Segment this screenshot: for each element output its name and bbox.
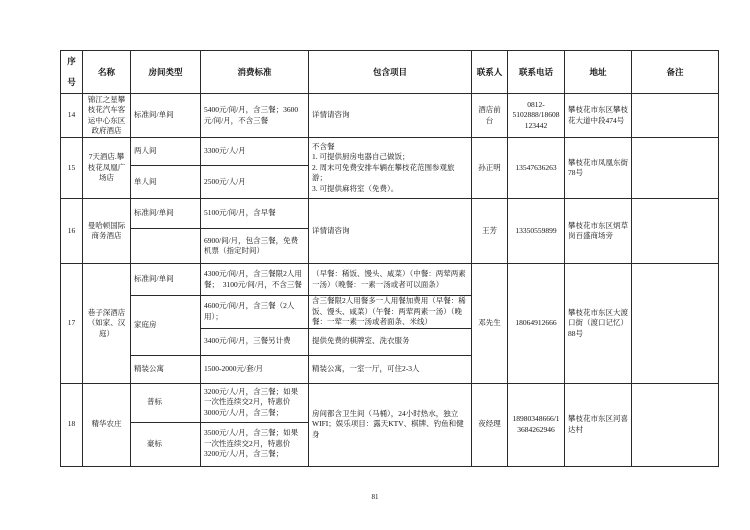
- price: 3400元/间/月，三餐另计费: [201, 328, 309, 355]
- header-price: 消费标准: [201, 51, 309, 94]
- header-address: 地址: [565, 51, 632, 94]
- price: 4600元/间/月，含三餐（2人用）；: [201, 296, 309, 329]
- notes-cell: [632, 138, 719, 199]
- price: 6900/间/月，包含三餐，免费机票（指定时间）: [201, 229, 309, 264]
- included-items: 提供免费的棋牌室、洗衣服务: [309, 328, 472, 355]
- included-items: 详情请咨询: [309, 94, 472, 138]
- hotel-name: 精华农庄: [83, 383, 131, 466]
- price: 5400元/间/月，含三餐；3600元/间/月，不含三餐: [201, 94, 309, 138]
- room-type-empty: [131, 229, 201, 264]
- address: 攀枝花市东区攀枝花大道中段474号: [565, 94, 632, 138]
- contact-phone: 13350559899: [508, 199, 565, 264]
- address: 攀枝花市东区大渡口街（渡口记忆）88号: [565, 264, 632, 384]
- room-type: 精装公寓: [131, 355, 201, 383]
- header-name: 名称: [83, 51, 131, 94]
- price: 1500-2000元/套/月: [201, 355, 309, 383]
- header-room-type: 房间类型: [131, 51, 201, 94]
- table-row: [61, 199, 719, 229]
- notes-cell: [632, 383, 719, 466]
- table-row: [61, 138, 719, 166]
- price: 3500元/人/月，含三餐；如果一次性连续交2月，特惠价3200元/人/月，含三餐；: [201, 422, 309, 466]
- price: 3200元/人/月，含三餐；如果一次性连续交2月，特惠价3000元/人/月，含三餐；: [201, 383, 309, 422]
- header-index: [61, 51, 83, 94]
- contact-person: 酒店前台: [472, 94, 508, 138]
- row-index: 16: [61, 199, 83, 264]
- header-includes: 包含项目: [309, 51, 472, 94]
- hotel-name: 曼哈顿国际商务酒店: [83, 199, 131, 264]
- contact-person: 孙正明: [472, 138, 508, 199]
- row-index: 14: [61, 94, 83, 138]
- table-row: [61, 94, 719, 138]
- row-index: 17: [61, 264, 83, 384]
- hotel-name: 锦江之星攀枝花汽车客运中心东区政府酒店: [83, 94, 131, 138]
- included-items: （早餐：稀饭、馒头、咸菜）（中餐：两荤两素一汤）（晚餐：一素一汤或者可以面条）: [309, 264, 472, 296]
- price: 5100元/间/月，含早餐: [201, 199, 309, 229]
- row-index: 18: [61, 383, 83, 466]
- row-index: 15: [61, 138, 83, 199]
- included-items: 精装公寓，一室一厅，可住2-3人: [309, 355, 472, 383]
- included-item: 2. 周末可免费安排车辆在攀枝花范围参观旅游；: [312, 162, 455, 183]
- header-index-label: 序号: [67, 56, 76, 87]
- table-row: [61, 383, 719, 422]
- table-row: [61, 264, 719, 296]
- room-type: 标准间/单间: [131, 264, 201, 296]
- accommodation-table: [60, 50, 719, 467]
- header-notes: 备注: [632, 51, 719, 94]
- table-header-row: [61, 51, 719, 94]
- address: 攀枝花市东区河喜达村: [565, 383, 632, 466]
- page-number: 81: [371, 493, 379, 501]
- contact-person: 夜经理: [472, 383, 508, 466]
- contact-person: 邓先生: [472, 264, 508, 384]
- room-type: 单人间: [131, 166, 201, 199]
- notes-cell: [632, 94, 719, 138]
- address: 攀枝花市东区炳草岗百盛商场旁: [565, 199, 632, 264]
- contact-phone: 13547636263: [508, 138, 565, 199]
- room-type: 家庭房: [131, 296, 201, 356]
- notes-cell: [632, 199, 719, 264]
- price: 4300元/间/月，含三餐限2人用餐； 3100元/间/月，不含三餐: [201, 264, 309, 296]
- contact-phone: 18980348666/13684262946: [508, 383, 565, 466]
- included-items: 房间都含卫生间（马桶），24小时热水，独立WIFI；娱乐项目：露天KTV、棋牌、钓鱼和健身: [309, 383, 472, 466]
- room-type: 标准间/单间: [131, 199, 201, 229]
- room-type: 豪标: [131, 422, 201, 466]
- room-type: 两人间: [131, 138, 201, 166]
- included-item: 1. 可提供厨房电器自己做饭；: [312, 152, 410, 162]
- contact-phone: 18064912666: [508, 264, 565, 384]
- price: 2500元/人/月: [201, 166, 309, 199]
- hotel-name: 7天酒店.攀枝花凤凰广场店: [83, 138, 131, 199]
- hotel-name: 巷子深酒店（如家、汉庭）: [83, 264, 131, 384]
- header-contact: 联系人: [472, 51, 508, 94]
- price: 3300元/人/月: [201, 138, 309, 166]
- included-item: 3. 可提供麻将室（免费）。: [312, 183, 399, 193]
- contact-person: 王芳: [472, 199, 508, 264]
- header-phone: 联系电话: [508, 51, 565, 94]
- contact-phone: 0812-5102888/18608123442: [508, 94, 565, 138]
- included-items: [309, 138, 472, 199]
- included-items: 含三餐限2人用餐多一人用餐加费用（早餐：稀饭、馒头、咸菜）（午餐：两荤两素一汤）（晚餐：一荤一素一汤或者面条、米线）: [309, 296, 472, 329]
- room-type: 普标: [131, 383, 201, 422]
- included-items: 详情请咨询: [309, 199, 472, 264]
- address: 攀枝花市凤凰东街78号: [565, 138, 632, 199]
- room-type: 标准间/单间: [131, 94, 201, 138]
- notes-cell: [632, 264, 719, 384]
- included-item: 不含餐: [312, 141, 335, 151]
